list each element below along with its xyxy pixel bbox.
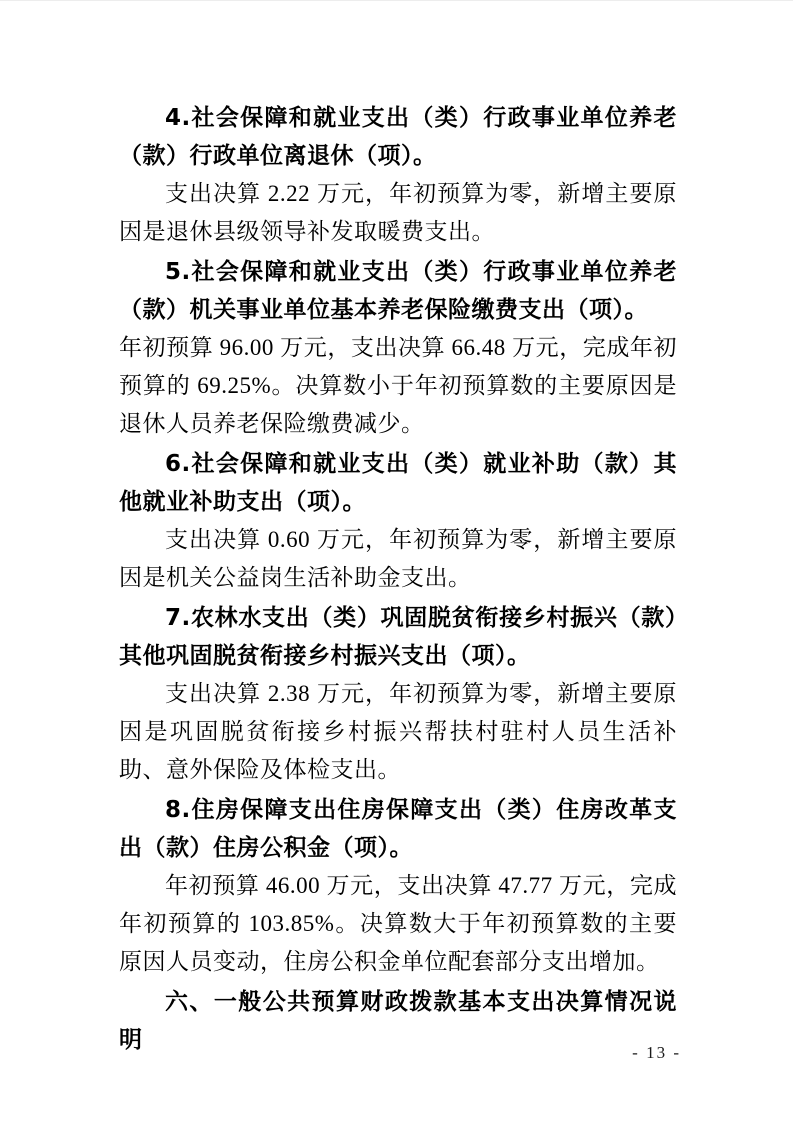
section-body: 支出决算 0.60 万元，年初预算为零，新增主要原因是机关公益岗生活补助金支出。 <box>119 527 677 590</box>
document-content <box>119 99 677 1059</box>
section-body: 年初预算 96.00 万元，支出决算 66.48 万元，完成年初预算的 69.25%。决算数小于年初预算数的主要原因是退休人员养老保险缴费减少。 <box>119 335 677 436</box>
section-8 <box>119 791 677 981</box>
page-number: - 13 - <box>632 1043 681 1062</box>
section-heading: 7.农林水支出（类）巩固脱贫衔接乡村振兴（款）其他巩固脱贫衔接乡村振兴支出（项）。 <box>119 605 677 669</box>
section-7 <box>119 599 677 789</box>
section-body: 支出决算 2.22 万元，年初预算为零，新增主要原因是退休县级领导补发取暖费支出。 <box>119 181 677 244</box>
section-heading: 4.社会保障和就业支出（类）行政事业单位养老（款）行政单位离退休（项）。 <box>119 105 677 169</box>
section-body: 年初预算 46.00 万元，支出决算 47.77 万元，完成年初预算的 103.85%。决算数大于年初预算数的主要原因人员变动，住房公积金单位配套部分支出增加。 <box>119 873 677 974</box>
section-body: 支出决算 2.38 万元，年初预算为零，新增主要原因是巩固脱贫衔接乡村振兴帮扶村驻村人员生活补助、意外保险及体检支出。 <box>119 681 677 782</box>
closing-heading: 六、一般公共预算财政拨款基本支出决算情况说明 <box>119 989 677 1053</box>
section-5 <box>119 253 677 443</box>
section-heading: 8.住房保障支出住房保障支出（类）住房改革支出（款）住房公积金（项）。 <box>119 797 677 861</box>
section-6 <box>119 445 677 597</box>
section-4 <box>119 99 677 251</box>
section-heading: 5.社会保障和就业支出（类）行政事业单位养老（款）机关事业单位基本养老保险缴费支出（项）。 <box>119 259 677 323</box>
section-heading: 6.社会保障和就业支出（类）就业补助（款）其他就业补助支出（项）。 <box>119 451 677 515</box>
